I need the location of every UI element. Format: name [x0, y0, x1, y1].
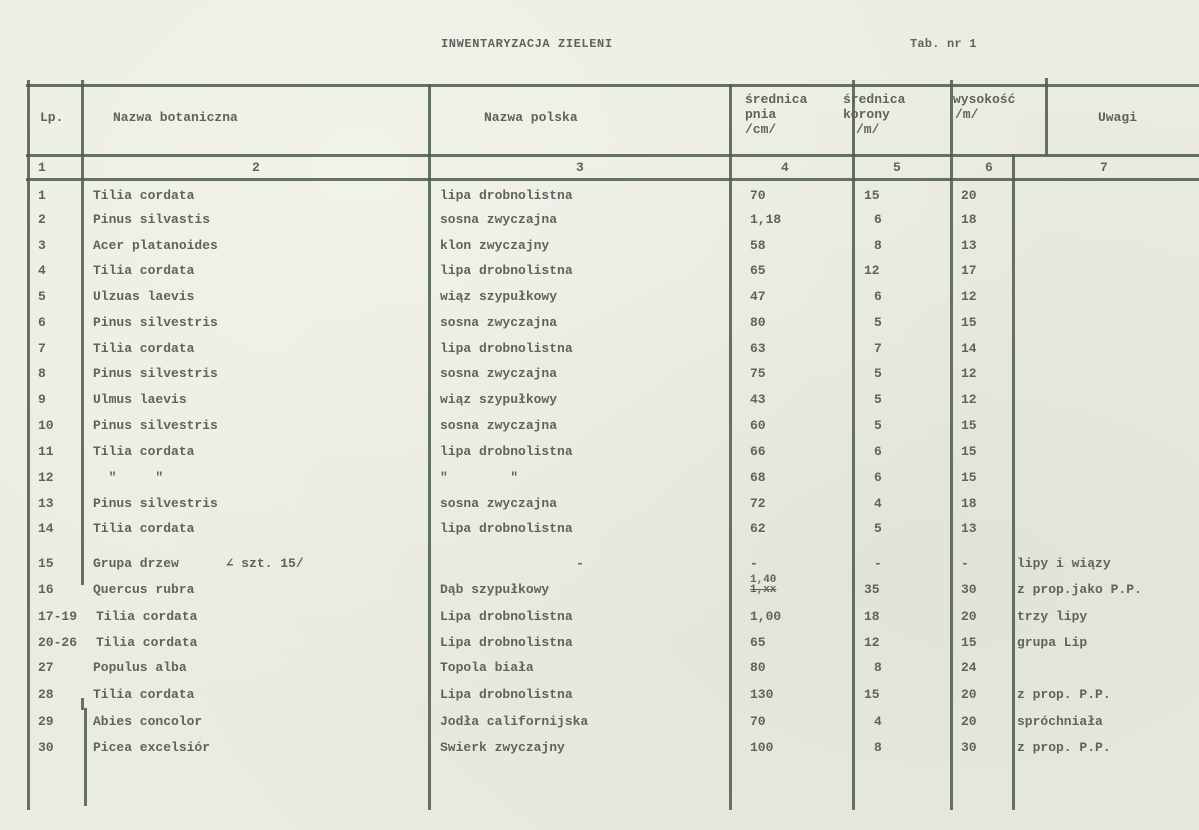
- cell-notes: grupa Lip: [1017, 635, 1088, 650]
- cell-trunk-diameter: 1,40: [750, 574, 777, 586]
- cell-botanical-name: Pinus silvestris: [93, 366, 218, 381]
- cell-trunk-diameter: 75: [750, 366, 766, 381]
- cell-lp: 5: [38, 289, 46, 304]
- cell-lp: 9: [38, 392, 46, 407]
- header-crown-l1: średnica: [843, 92, 906, 107]
- cell-height: 24: [961, 660, 977, 675]
- cell-trunk-diameter: 70: [750, 714, 766, 729]
- cell-polish-name: -: [576, 556, 584, 571]
- cell-height: 13: [961, 238, 977, 253]
- cell-crown-diameter: 5: [874, 521, 882, 536]
- cell-notes: lipy i wiązy: [1017, 556, 1111, 571]
- cell-polish-name: lipa drobnolistna: [440, 188, 573, 203]
- cell-botanical-name: Pinus silvestris: [93, 418, 218, 433]
- cell-crown-diameter: 5: [874, 366, 882, 381]
- cell-polish-name: Lipa drobnolistna: [440, 635, 573, 650]
- cell-botanical-name: Populus alba: [93, 660, 187, 675]
- cell-polish-name: Swierk zwyczajny: [440, 740, 565, 755]
- header-lp: Lp.: [40, 110, 64, 125]
- cell-polish-name: sosna zwyczajna: [440, 315, 558, 330]
- cell-height: -: [961, 556, 969, 571]
- cell-botanical-name: Tilia cordata: [96, 609, 198, 624]
- cell-botanical-name: Tilia cordata: [93, 341, 195, 356]
- cell-lp: 3: [38, 238, 46, 253]
- cell-botanical-name: Ulzuas laevis: [93, 289, 195, 304]
- cell-botanical-name: " ": [93, 470, 164, 485]
- cell-height: 12: [961, 366, 977, 381]
- cell-height: 20: [961, 188, 977, 203]
- cell-polish-name: lipa drobnolistna: [440, 521, 573, 536]
- cell-crown-diameter: 5: [874, 418, 882, 433]
- cell-trunk-diameter: 80: [750, 660, 766, 675]
- cell-botanical-name: Pinus silvastis: [93, 212, 211, 227]
- cell-botanical-name: Tilia cordata: [93, 188, 195, 203]
- cell-height: 15: [961, 635, 977, 650]
- cell-crown-diameter: 15: [864, 687, 880, 702]
- cell-trunk-diameter: 60: [750, 418, 766, 433]
- cell-crown-diameter: 5: [874, 315, 882, 330]
- header-notes: Uwagi: [1098, 110, 1138, 125]
- cell-height: 14: [961, 341, 977, 356]
- cell-trunk-diameter: 66: [750, 444, 766, 459]
- cell-height: 20: [961, 687, 977, 702]
- header-polish-name: Nazwa polska: [484, 110, 578, 125]
- cell-crown-diameter: 35: [864, 582, 880, 597]
- cell-polish-name: wiąz szypułkowy: [440, 392, 558, 407]
- cell-crown-diameter: 5: [874, 392, 882, 407]
- header-trunk-l3: /cm/: [745, 122, 777, 137]
- cell-crown-diameter: 8: [874, 660, 882, 675]
- cell-crown-diameter: 15: [864, 188, 880, 203]
- cell-botanical-name: Tilia cordata: [93, 263, 195, 278]
- cell-trunk-diameter: 62: [750, 521, 766, 536]
- cell-botanical-name: Tilia cordata: [93, 687, 195, 702]
- cell-polish-name: Lipa drobnolistna: [440, 687, 573, 702]
- cell-lp: 1: [38, 188, 46, 203]
- column-number-6: 6: [985, 160, 993, 175]
- header-trunk-l2: pnia: [745, 107, 777, 122]
- cell-polish-name: Lipa drobnolistna: [440, 609, 573, 624]
- cell-lp: 16: [38, 582, 54, 597]
- cell-height: 12: [961, 392, 977, 407]
- column-number-5: 5: [893, 160, 901, 175]
- cell-crown-diameter: 6: [874, 212, 882, 227]
- cell-trunk-diameter: 72: [750, 496, 766, 511]
- cell-trunk-diameter: 68: [750, 470, 766, 485]
- cell-crown-diameter: 6: [874, 470, 882, 485]
- cell-lp: 8: [38, 366, 46, 381]
- header-crown-l2: korony: [843, 107, 890, 122]
- cell-lp: 29: [38, 714, 54, 729]
- cell-lp: 7: [38, 341, 46, 356]
- cell-lp: 27: [38, 660, 54, 675]
- cell-lp: 12: [38, 470, 54, 485]
- cell-lp: 20-26: [38, 635, 78, 650]
- cell-polish-name: Topola biała: [440, 660, 534, 675]
- cell-lp: 28: [38, 687, 54, 702]
- cell-trunk-diameter: 1,18: [750, 212, 782, 227]
- cell-height: 15: [961, 315, 977, 330]
- cell-trunk-diameter: 65: [750, 635, 766, 650]
- cell-crown-diameter: 8: [874, 740, 882, 755]
- cell-botanical-name: Pinus silvestris: [93, 315, 218, 330]
- cell-polish-name: " ": [440, 470, 519, 485]
- cell-polish-name: wiąz szypułkowy: [440, 289, 558, 304]
- header-height-l2: /m/: [955, 107, 979, 122]
- header-crown-l3: /m/: [856, 122, 880, 137]
- cell-polish-name: klon zwyczajny: [440, 238, 550, 253]
- cell-trunk-diameter: 47: [750, 289, 766, 304]
- cell-height: 20: [961, 714, 977, 729]
- cell-lp: 13: [38, 496, 54, 511]
- cell-crown-diameter: 12: [864, 635, 880, 650]
- cell-botanical-name: Tilia cordata: [93, 444, 195, 459]
- cell-lp: 4: [38, 263, 46, 278]
- cell-lp: 11: [38, 444, 54, 459]
- column-number-7: 7: [1100, 160, 1108, 175]
- cell-height: 15: [961, 444, 977, 459]
- table-number: Tab. nr 1: [910, 37, 977, 51]
- cell-crown-diameter: 8: [874, 238, 882, 253]
- column-number-3: 3: [576, 160, 584, 175]
- cell-botanical-name: Grupa drzew ∠ szt. 15/: [93, 556, 304, 571]
- cell-notes: spróchniała: [1017, 714, 1103, 729]
- cell-crown-diameter: 7: [874, 341, 882, 356]
- cell-crown-diameter: 6: [874, 289, 882, 304]
- cell-trunk-diameter: 80: [750, 315, 766, 330]
- cell-trunk-diameter: 100: [750, 740, 774, 755]
- cell-height: 30: [961, 582, 977, 597]
- cell-height: 17: [961, 263, 977, 278]
- cell-polish-name: sosna zwyczajna: [440, 496, 558, 511]
- cell-botanical-name: Pinus silvestris: [93, 496, 218, 511]
- cell-trunk-diameter: 65: [750, 263, 766, 278]
- cell-crown-diameter: 6: [874, 444, 882, 459]
- header-trunk-l1: średnica: [745, 92, 808, 107]
- cell-trunk-diameter: 130: [750, 687, 774, 702]
- cell-polish-name: Jodła californijska: [440, 714, 589, 729]
- cell-polish-name: lipa drobnolistna: [440, 263, 573, 278]
- document-title: INWENTARYZACJA ZIELENI: [441, 37, 613, 51]
- cell-lp: 14: [38, 521, 54, 536]
- cell-notes: z prop. P.P.: [1017, 687, 1111, 702]
- column-number-2: 2: [252, 160, 260, 175]
- cell-notes: trzy lipy: [1017, 609, 1088, 624]
- cell-polish-name: lipa drobnolistna: [440, 444, 573, 459]
- struck-trunk-value: 1,xx: [750, 584, 777, 596]
- header-botanical-name: Nazwa botaniczna: [113, 110, 238, 125]
- cell-botanical-name: Acer platanoides: [93, 238, 218, 253]
- cell-polish-name: sosna zwyczajna: [440, 212, 558, 227]
- cell-height: 12: [961, 289, 977, 304]
- cell-botanical-name: Tilia cordata: [93, 521, 195, 536]
- cell-trunk-diameter: 63: [750, 341, 766, 356]
- cell-botanical-name: Picea excelsiór: [93, 740, 211, 755]
- cell-trunk-diameter: 58: [750, 238, 766, 253]
- cell-polish-name: Dąb szypułkowy: [440, 582, 550, 597]
- cell-crown-diameter: 4: [874, 714, 882, 729]
- cell-height: 18: [961, 212, 977, 227]
- cell-botanical-name: Tilia cordata: [96, 635, 198, 650]
- cell-lp: 6: [38, 315, 46, 330]
- cell-lp: 15: [38, 556, 54, 571]
- cell-trunk-diameter: 1,00: [750, 609, 782, 624]
- cell-polish-name: sosna zwyczajna: [440, 418, 558, 433]
- cell-polish-name: sosna zwyczajna: [440, 366, 558, 381]
- column-number-4: 4: [781, 160, 789, 175]
- cell-notes: z prop. P.P.: [1017, 740, 1111, 755]
- cell-lp: 2: [38, 212, 46, 227]
- cell-crown-diameter: -: [874, 556, 882, 571]
- cell-botanical-name: Abies concolor: [93, 714, 203, 729]
- cell-height: 30: [961, 740, 977, 755]
- cell-lp: 10: [38, 418, 54, 433]
- cell-crown-diameter: 12: [864, 263, 880, 278]
- cell-crown-diameter: 18: [864, 609, 880, 624]
- cell-trunk-diameter: 43: [750, 392, 766, 407]
- cell-botanical-name: Ulmus laevis: [93, 392, 187, 407]
- cell-height: 13: [961, 521, 977, 536]
- column-number-1: 1: [38, 160, 46, 175]
- cell-height: 18: [961, 496, 977, 511]
- cell-height: 15: [961, 470, 977, 485]
- cell-crown-diameter: 4: [874, 496, 882, 511]
- cell-notes: z prop.jako P.P.: [1017, 582, 1142, 597]
- cell-trunk-diameter: 70: [750, 188, 766, 203]
- header-height-l1: wysokość: [953, 92, 1016, 107]
- cell-polish-name: lipa drobnolistna: [440, 341, 573, 356]
- cell-height: 15: [961, 418, 977, 433]
- cell-height: 20: [961, 609, 977, 624]
- cell-botanical-name: Quercus rubra: [93, 582, 195, 597]
- cell-trunk-diameter: -: [750, 556, 758, 571]
- cell-lp: 30: [38, 740, 54, 755]
- cell-lp: 17-19: [38, 609, 78, 624]
